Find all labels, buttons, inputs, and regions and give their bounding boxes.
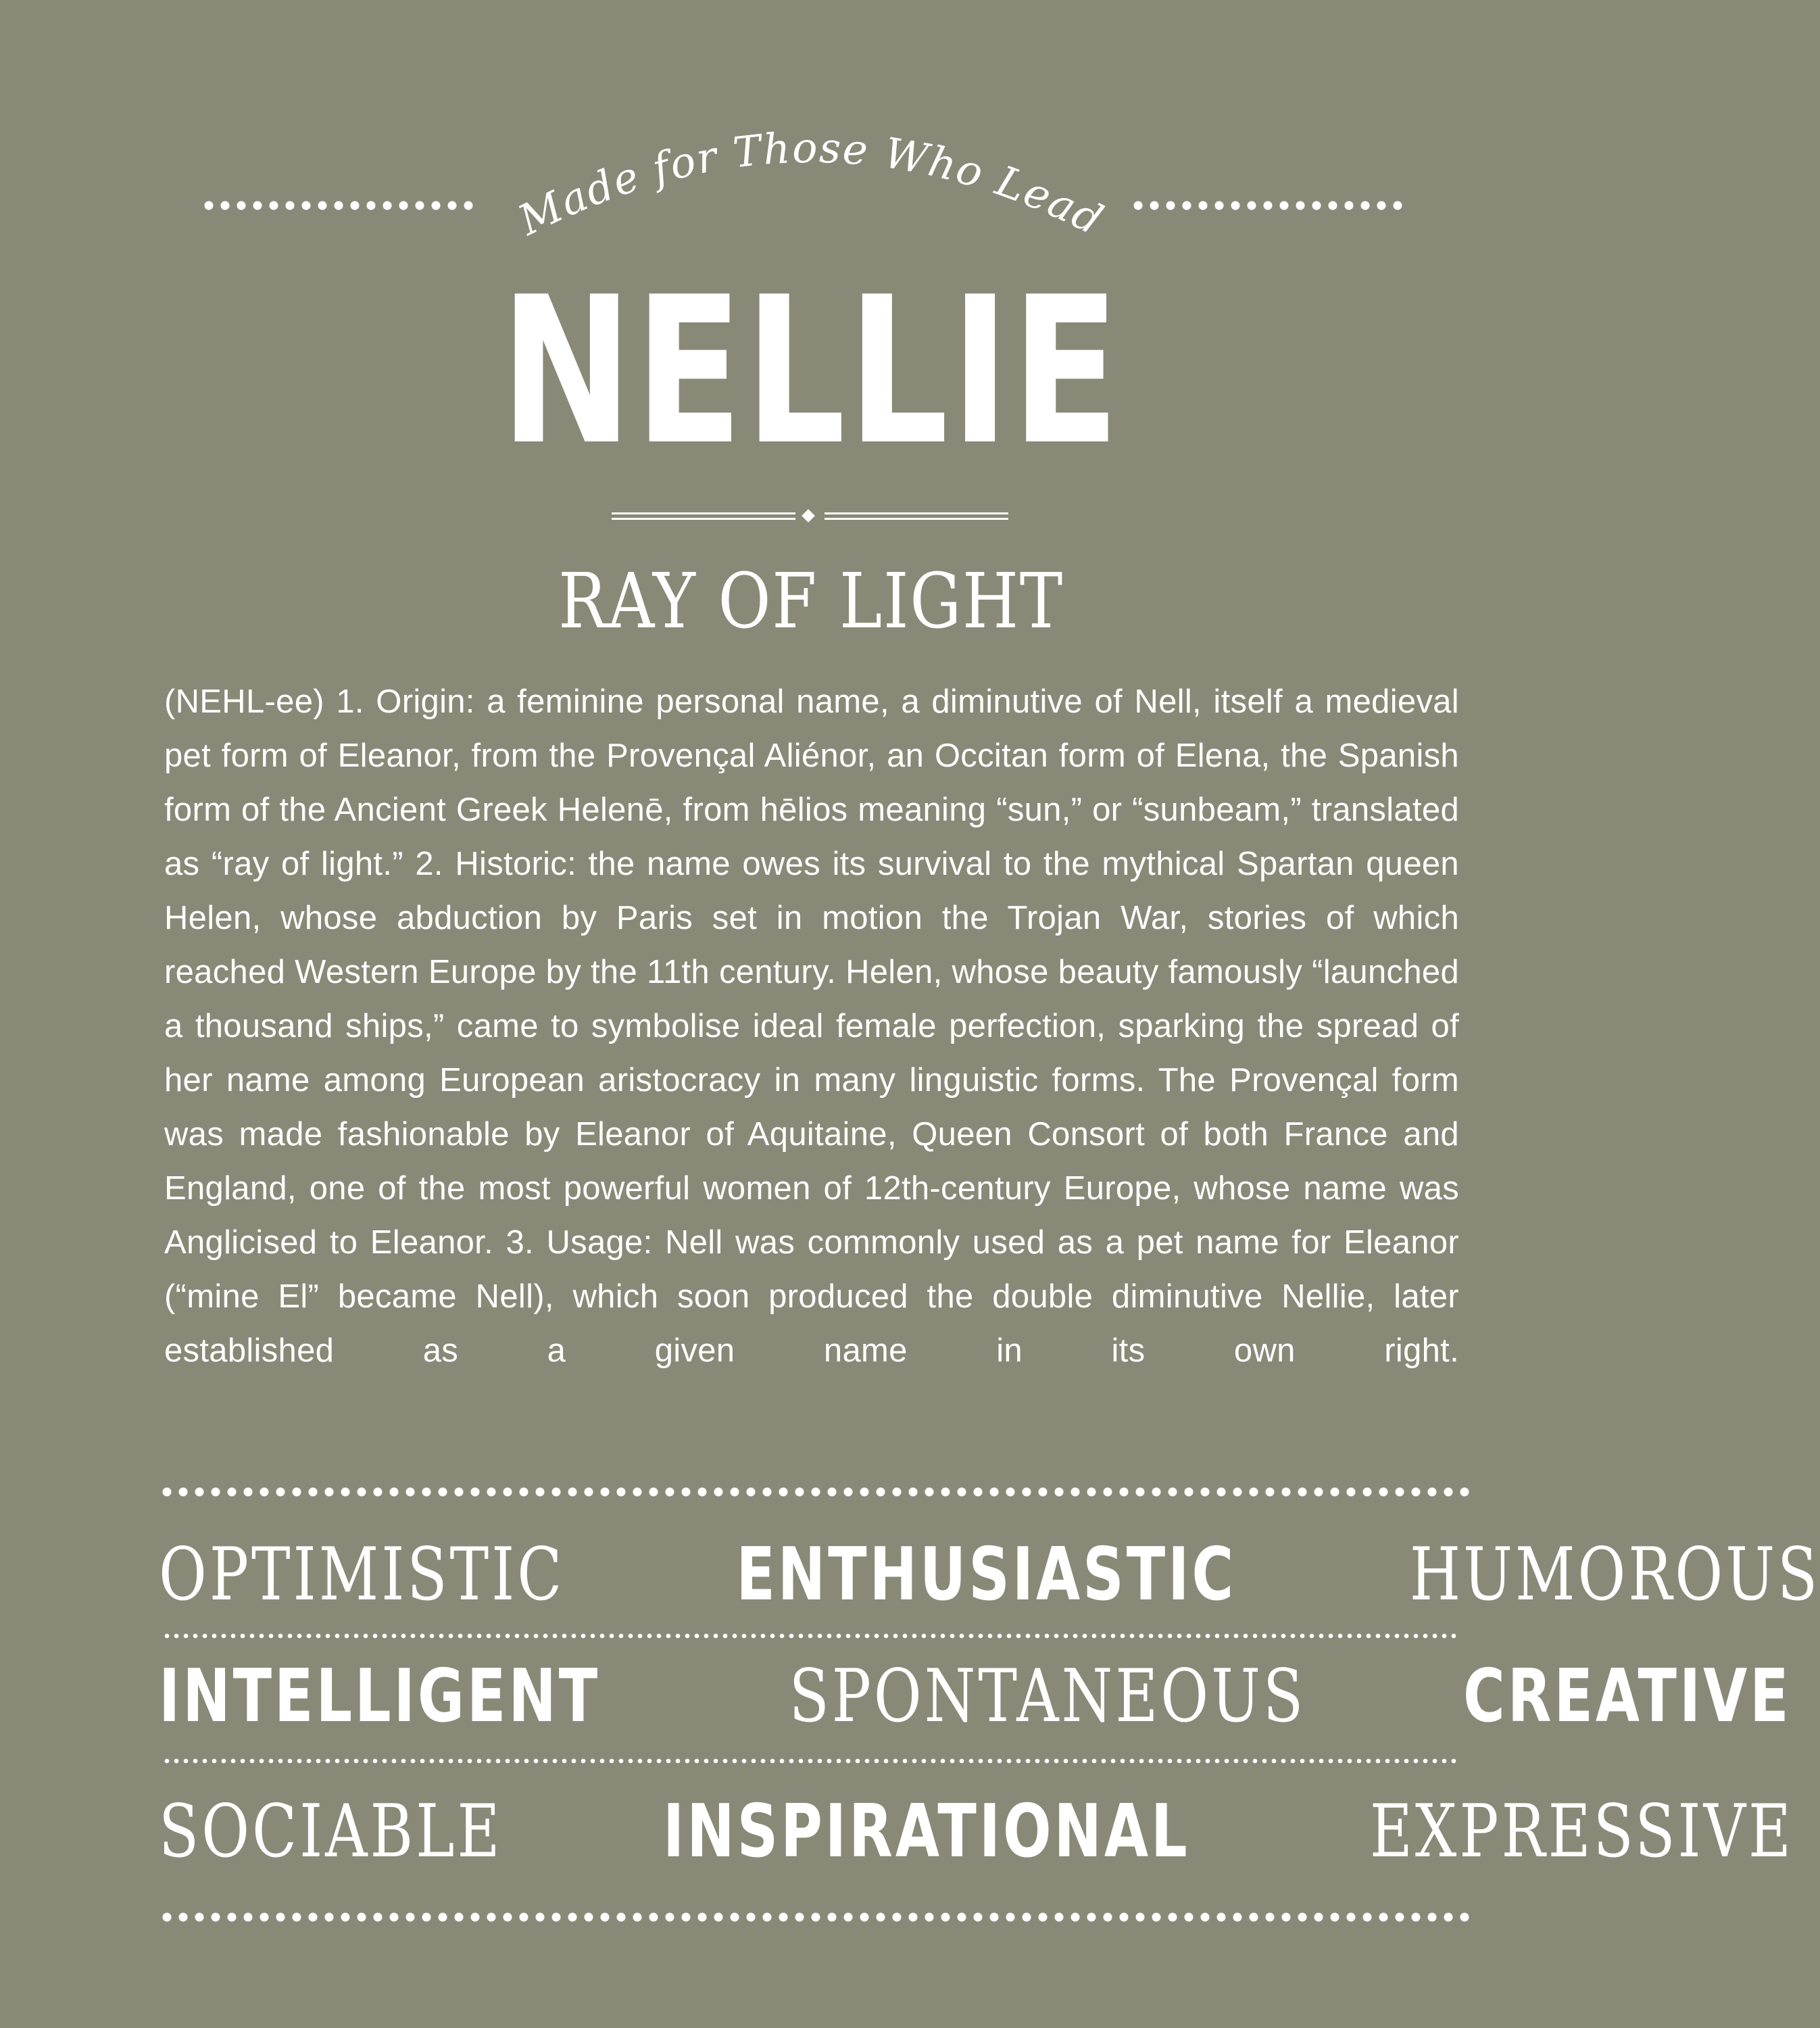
trait-spontaneous: SPONTANEOUS: [789, 1654, 1306, 1739]
trait-humorous: HUMOROUS: [1409, 1532, 1820, 1617]
traits-divider-1: [162, 1633, 1460, 1639]
divider-dots-top: [159, 1485, 1470, 1499]
description-text: (NEHL-ee) 1. Origin: a feminine personal name, a diminutive of Nell, itself a medieval pet form of Eleanor, from the Provençal Aliénor, an Occitan form of Elena, the Spanish form of the Ancient Greek Helenē, from hēlios meaning “sun,” or “sunbeam,” translated as “ray of light.” 2. Historic: the name owes its survival to the mythical Spartan queen Helen, whose abduction by Paris set in motion the Trojan War, stories of which reached Western Europe by the 11th century. Helen, whose beauty famously “launched a thousand ships,” came to symbolise ideal female perfection, sparking the spread of her name among European aristocracy in many linguistic forms. The Provençal form was made fashionable by Eleanor of Aquitaine, Queen Consort of both France and England, one of the most powerful women of 12th-century Europe, whose name was Anglicised to Eleanor. 3. Usage: Nell was commonly used as a pet name for Eleanor (“mine El” became Nell), which soon produced the double diminutive Nellie, later established as a given name in its own right.: [164, 683, 1459, 1369]
traits-row-2: [159, 1654, 1792, 1739]
tagline-arc: [473, 101, 1149, 250]
trait-enthusiastic: ENTHUSIASTIC: [736, 1532, 1237, 1617]
name-title: NELLIE: [500, 254, 1122, 489]
tagline-textpath: Made for Those Who Lead: [510, 122, 1112, 245]
trait-creative: CREATIVE: [1463, 1654, 1792, 1739]
top-left-dots: [201, 199, 476, 212]
traits-row-3: [159, 1789, 1794, 1874]
traits-row-1: [159, 1532, 1820, 1617]
tagline-text: [510, 123, 1112, 245]
trait-inspirational: INSPIRATIONAL: [662, 1789, 1190, 1874]
trait-intelligent: INTELLIGENT: [159, 1654, 601, 1739]
ornament-rule-left: [612, 512, 795, 520]
ornament-rule-right: [825, 512, 1008, 520]
trait-expressive: EXPRESSIVE: [1370, 1789, 1794, 1874]
top-right-dots: [1130, 199, 1406, 212]
meaning-title: RAY OF LIGHT: [558, 558, 1064, 646]
traits-divider-2: [162, 1758, 1460, 1764]
trait-sociable: SOCIABLE: [159, 1789, 503, 1874]
divider-dots-bottom: [159, 1910, 1470, 1924]
trait-optimistic: OPTIMISTIC: [159, 1532, 565, 1617]
ornament-diamond: [802, 509, 815, 523]
